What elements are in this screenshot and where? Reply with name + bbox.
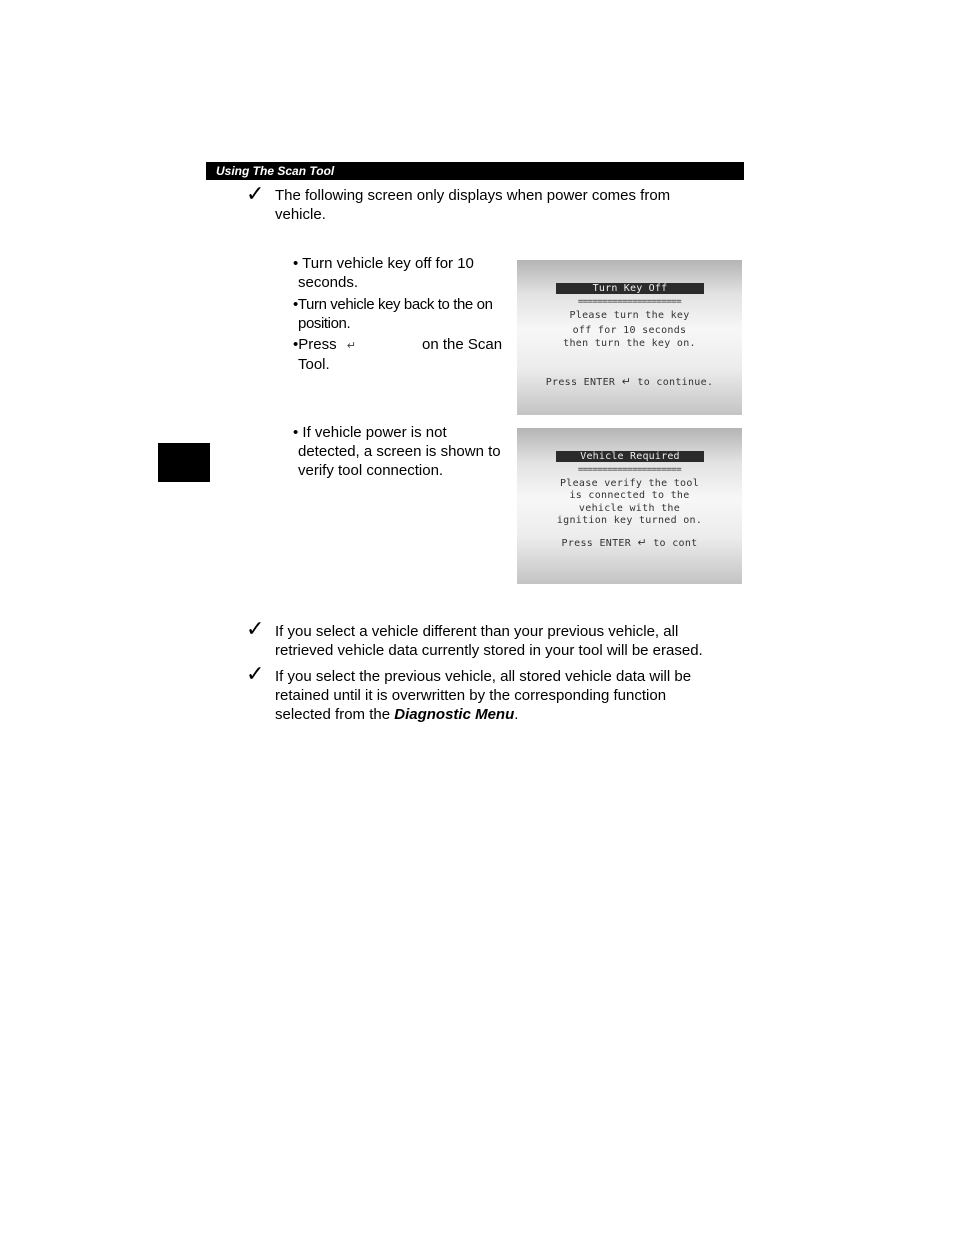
screen-line: Please verify the tool: [559, 478, 700, 489]
screen-line: ignition key turned on.: [556, 515, 703, 526]
screen-footer: Press ENTER ↵ to continue.: [545, 375, 714, 388]
screen-title: Turn Key Off: [556, 283, 704, 294]
lcd-screen-turn-key-off: [517, 260, 742, 415]
step-key-off: • Turn vehicle key off for 10 seconds.: [293, 255, 474, 291]
step-key-on: •Turn vehicle key back to the on position.: [293, 296, 493, 332]
lcd-screen-vehicle-required: [517, 428, 742, 584]
note-erase-data: If you select a vehicle different than your previous vehicle, all retrieved vehicle data currently stored in your tool will be erased.: [275, 623, 703, 659]
step-not-detected: • If vehicle power is not detected, a screen is shown to verify tool connection.: [293, 424, 501, 479]
enter-key-icon: ↵: [621, 375, 632, 388]
screen-line: Please turn the key: [569, 310, 690, 321]
screen-separator: =====================: [577, 465, 682, 475]
checkmark-icon: ✓: [246, 617, 265, 642]
step-press-enter: •Press ↵ on the Scan Tool.: [293, 336, 503, 373]
screen-line: vehicle with the: [578, 503, 681, 514]
checkmark-icon: ✓: [246, 182, 265, 207]
chapter-tab: [158, 443, 210, 482]
enter-key-icon: ↵: [346, 339, 356, 352]
note-retain-data: If you select the previous vehicle, all stored vehicle data will be retained until it is overwritten by the corresponding function selected from the Diagnostic Menu.: [275, 668, 692, 723]
note-power-source: The following screen only displays when power comes from vehicle.: [275, 187, 671, 223]
screen-footer: Press ENTER ↵ to cont: [561, 536, 698, 549]
screen-line: off for 10 seconds: [572, 325, 687, 336]
screen-title: Vehicle Required: [556, 451, 704, 462]
screen-separator: =====================: [577, 297, 682, 307]
section-header: Using The Scan Tool: [206, 162, 744, 180]
diagnostic-menu-reference: Diagnostic Menu: [394, 706, 515, 723]
enter-key-icon: ↵: [637, 536, 647, 549]
screen-line: is connected to the: [569, 490, 690, 501]
checkmark-icon: ✓: [246, 662, 265, 687]
screen-line: then turn the key on.: [563, 338, 696, 349]
